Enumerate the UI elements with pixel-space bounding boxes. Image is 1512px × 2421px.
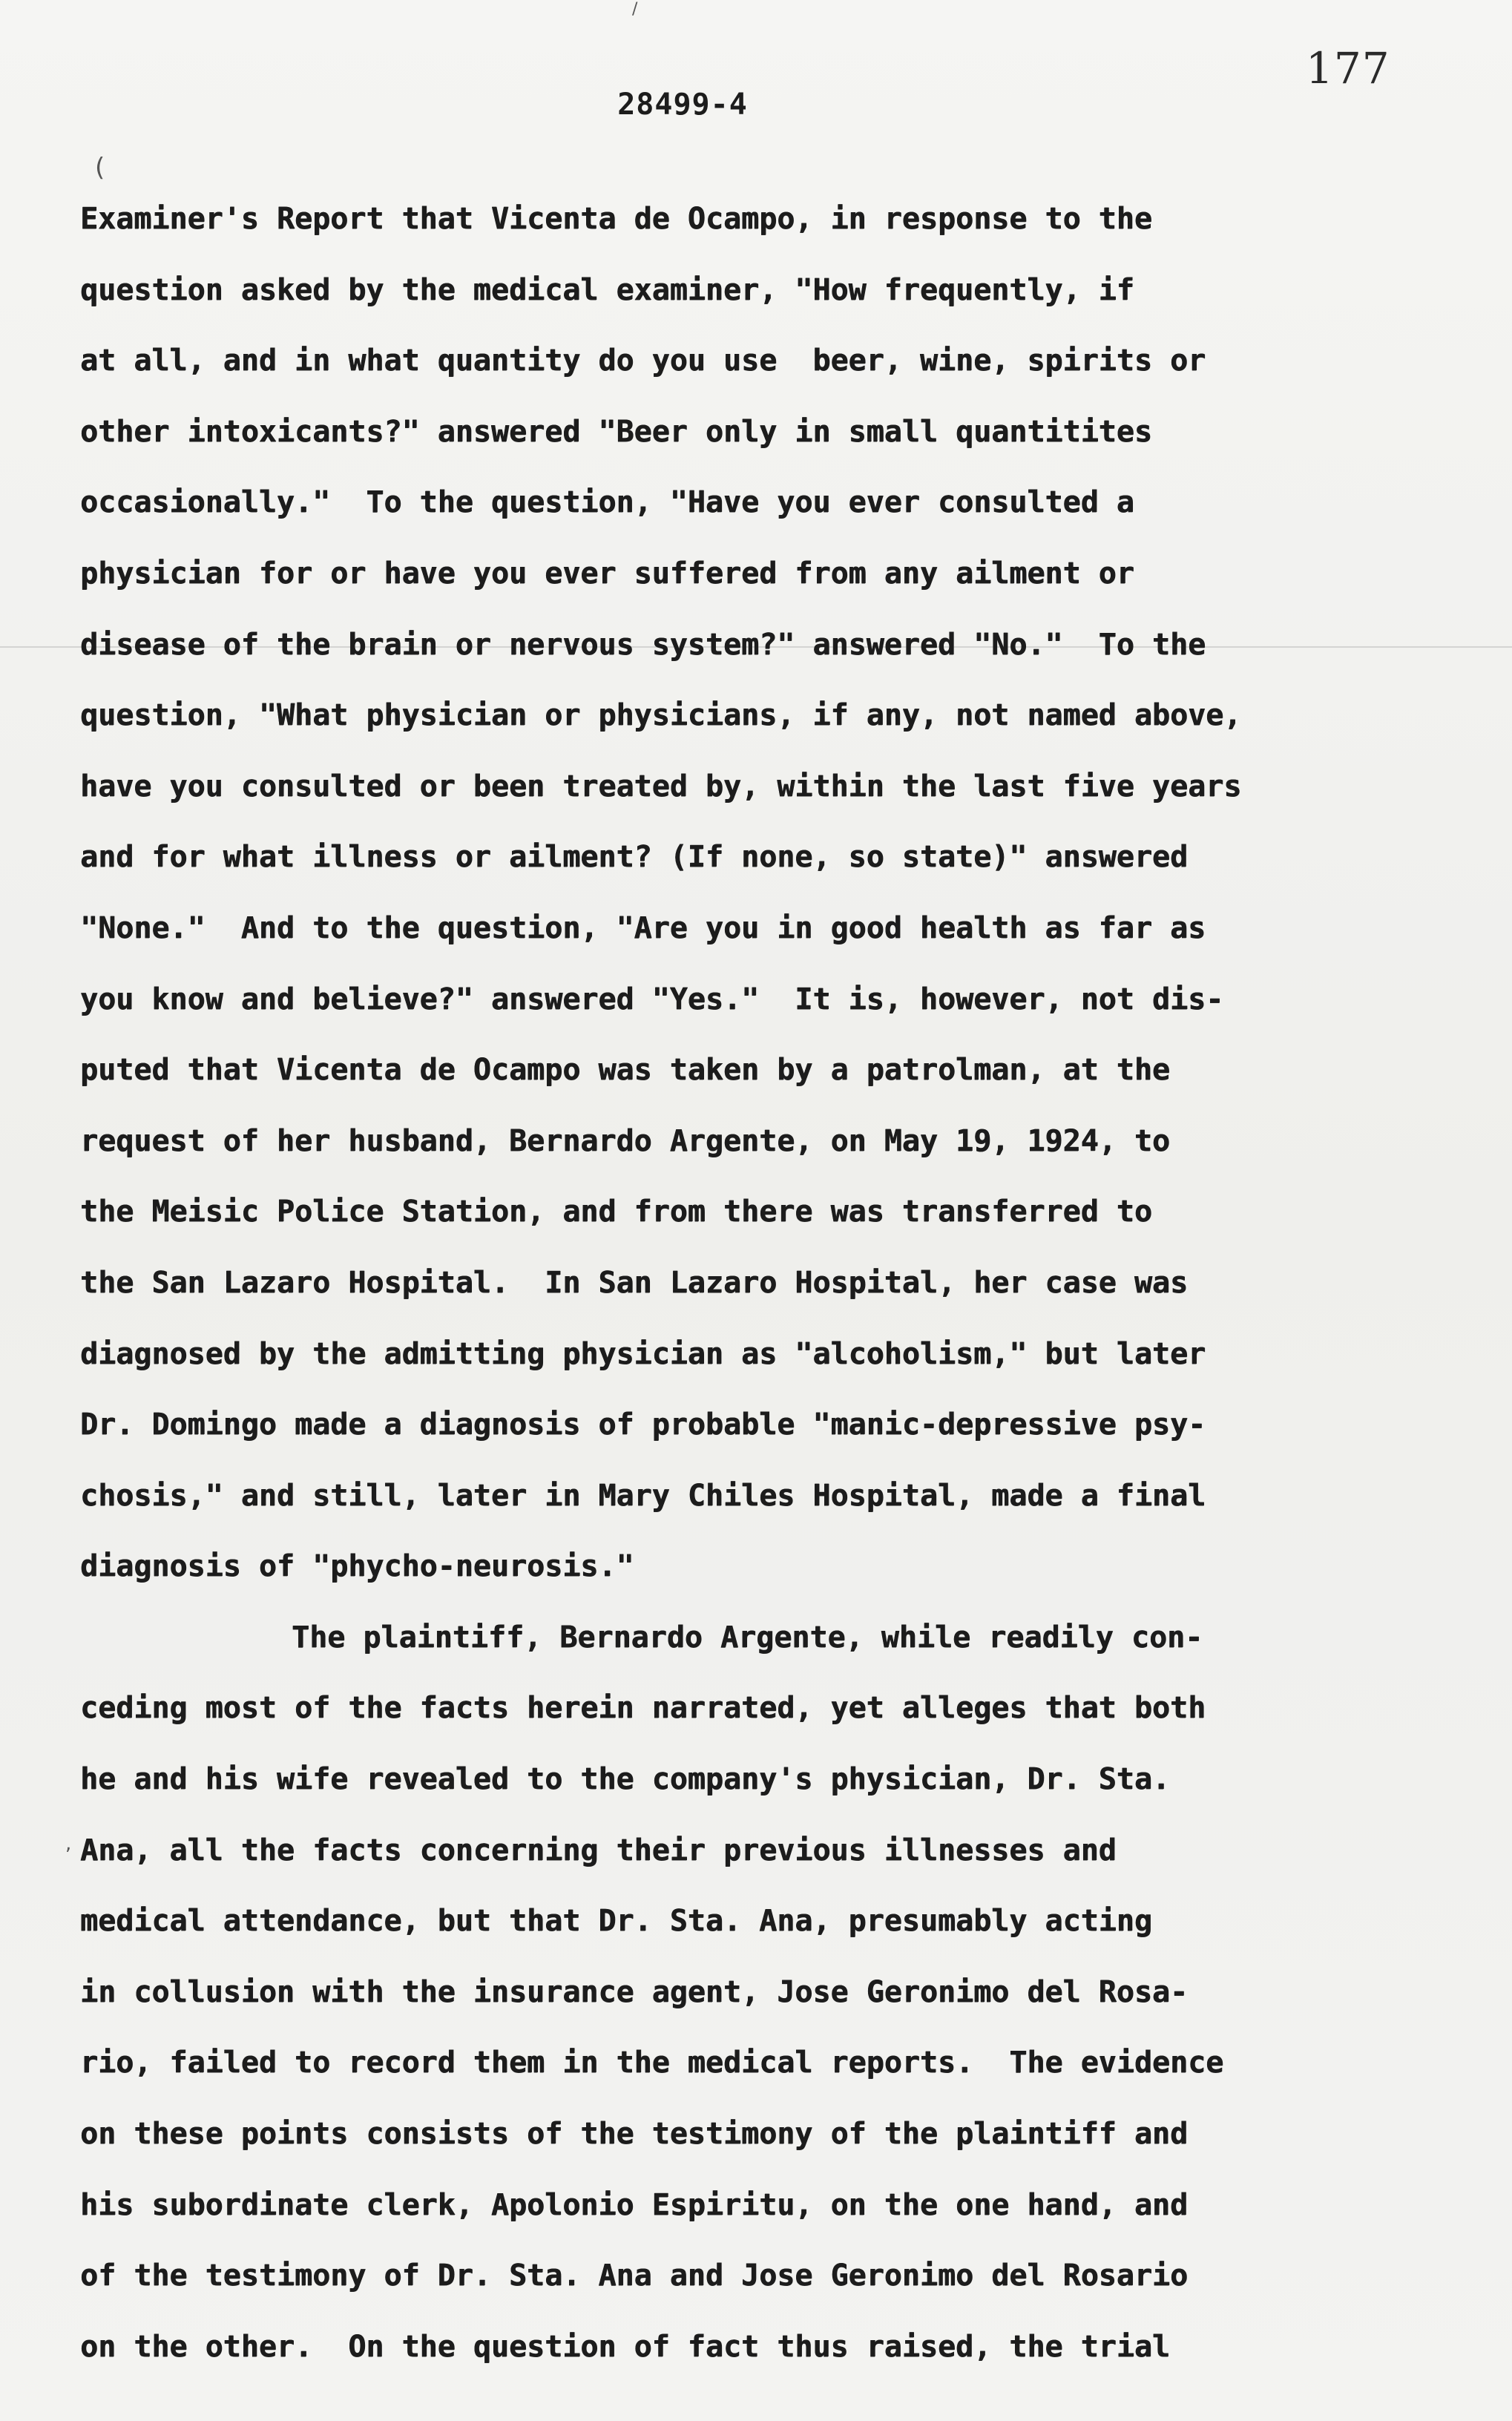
text-line: on these points consists of the testimony of the plaintiff and (80, 2117, 1189, 2152)
text-line: his subordinate clerk, Apolonio Espiritu, on the one hand, and (80, 2187, 1189, 2222)
text-line: he and his wife revealed to the company's physician, Dr. Sta. (80, 1762, 1171, 1797)
case-number: 28499-4 (617, 88, 748, 122)
text-line: in collusion with the insurance agent, Jose Geronimo del Rosa- (80, 1974, 1189, 2009)
text-line: puted that Vicenta de Ocampo was taken by a patrolman, at the (80, 1053, 1171, 1088)
text-line: other intoxicants?" answered "Beer only in small quantitites (80, 414, 1152, 449)
text-line: on the other. On the question of fact thus raised, the trial (80, 2329, 1171, 2364)
text-line: at all, and in what quantity do you use beer, wine, spirits or (80, 344, 1206, 378)
pen-mark: ( (95, 153, 105, 183)
text-line: physician for or have you ever suffered from any ailment or (80, 556, 1134, 591)
text-line: and for what illness or ailment? (If none, so state)" answered (80, 840, 1189, 875)
text-line: question, "What physician or physicians, if any, not named above, (80, 698, 1242, 733)
text-line: the San Lazaro Hospital. In San Lazaro Hospital, her case was (80, 1265, 1189, 1300)
text-line: of the testimony of Dr. Sta. Ana and Jose Geronimo del Rosario (80, 2259, 1189, 2293)
text-line: you know and believe?" answered "Yes." It is, however, not dis- (80, 982, 1224, 1016)
text-line: Dr. Domingo made a diagnosis of probable "manic-depressive psy- (80, 1407, 1206, 1442)
text-line: Examiner's Report that Vicenta de Ocampo, in response to the (80, 202, 1152, 236)
text-line: chosis," and still, later in Mary Chiles Hospital, made a final (80, 1478, 1206, 1513)
text-line: disease of the brain or nervous system?" answered "No." To the (80, 627, 1206, 662)
text-line: Ana, all the facts concerning their previous illnesses and (80, 1833, 1117, 1868)
text-line: rio, failed to record them in the medical reports. The evidence (80, 2046, 1224, 2080)
scan-speck: , (65, 1833, 72, 1855)
document-body (80, 184, 1445, 2382)
paragraph-start-line: The plaintiff, Bernardo Argente, while readily con- (292, 1620, 1203, 1655)
text-line: medical attendance, but that Dr. Sta. Ana, presumably acting (80, 1904, 1152, 1939)
page-number: 177 (1306, 43, 1390, 93)
text-line: diagnosed by the admitting physician as "alcoholism," but later (80, 1336, 1206, 1371)
text-line: "None." And to the question, "Are you in good health as far as (80, 910, 1206, 945)
text-line: ceding most of the facts herein narrated, yet alleges that both (80, 1691, 1206, 1726)
text-line: occasionally." To the question, "Have you ever consulted a (80, 485, 1134, 520)
text-line: have you consulted or been treated by, within the last five years (80, 769, 1242, 804)
text-line: diagnosis of "phycho-neurosis." (80, 1549, 634, 1584)
scan-speck: / (632, 0, 638, 19)
text-line: the Meisic Police Station, and from there was transferred to (80, 1195, 1152, 1229)
text-line: request of her husband, Bernardo Argente, on May 19, 1924, to (80, 1123, 1171, 1158)
text-line: question asked by the medical examiner, "How frequently, if (80, 272, 1134, 307)
